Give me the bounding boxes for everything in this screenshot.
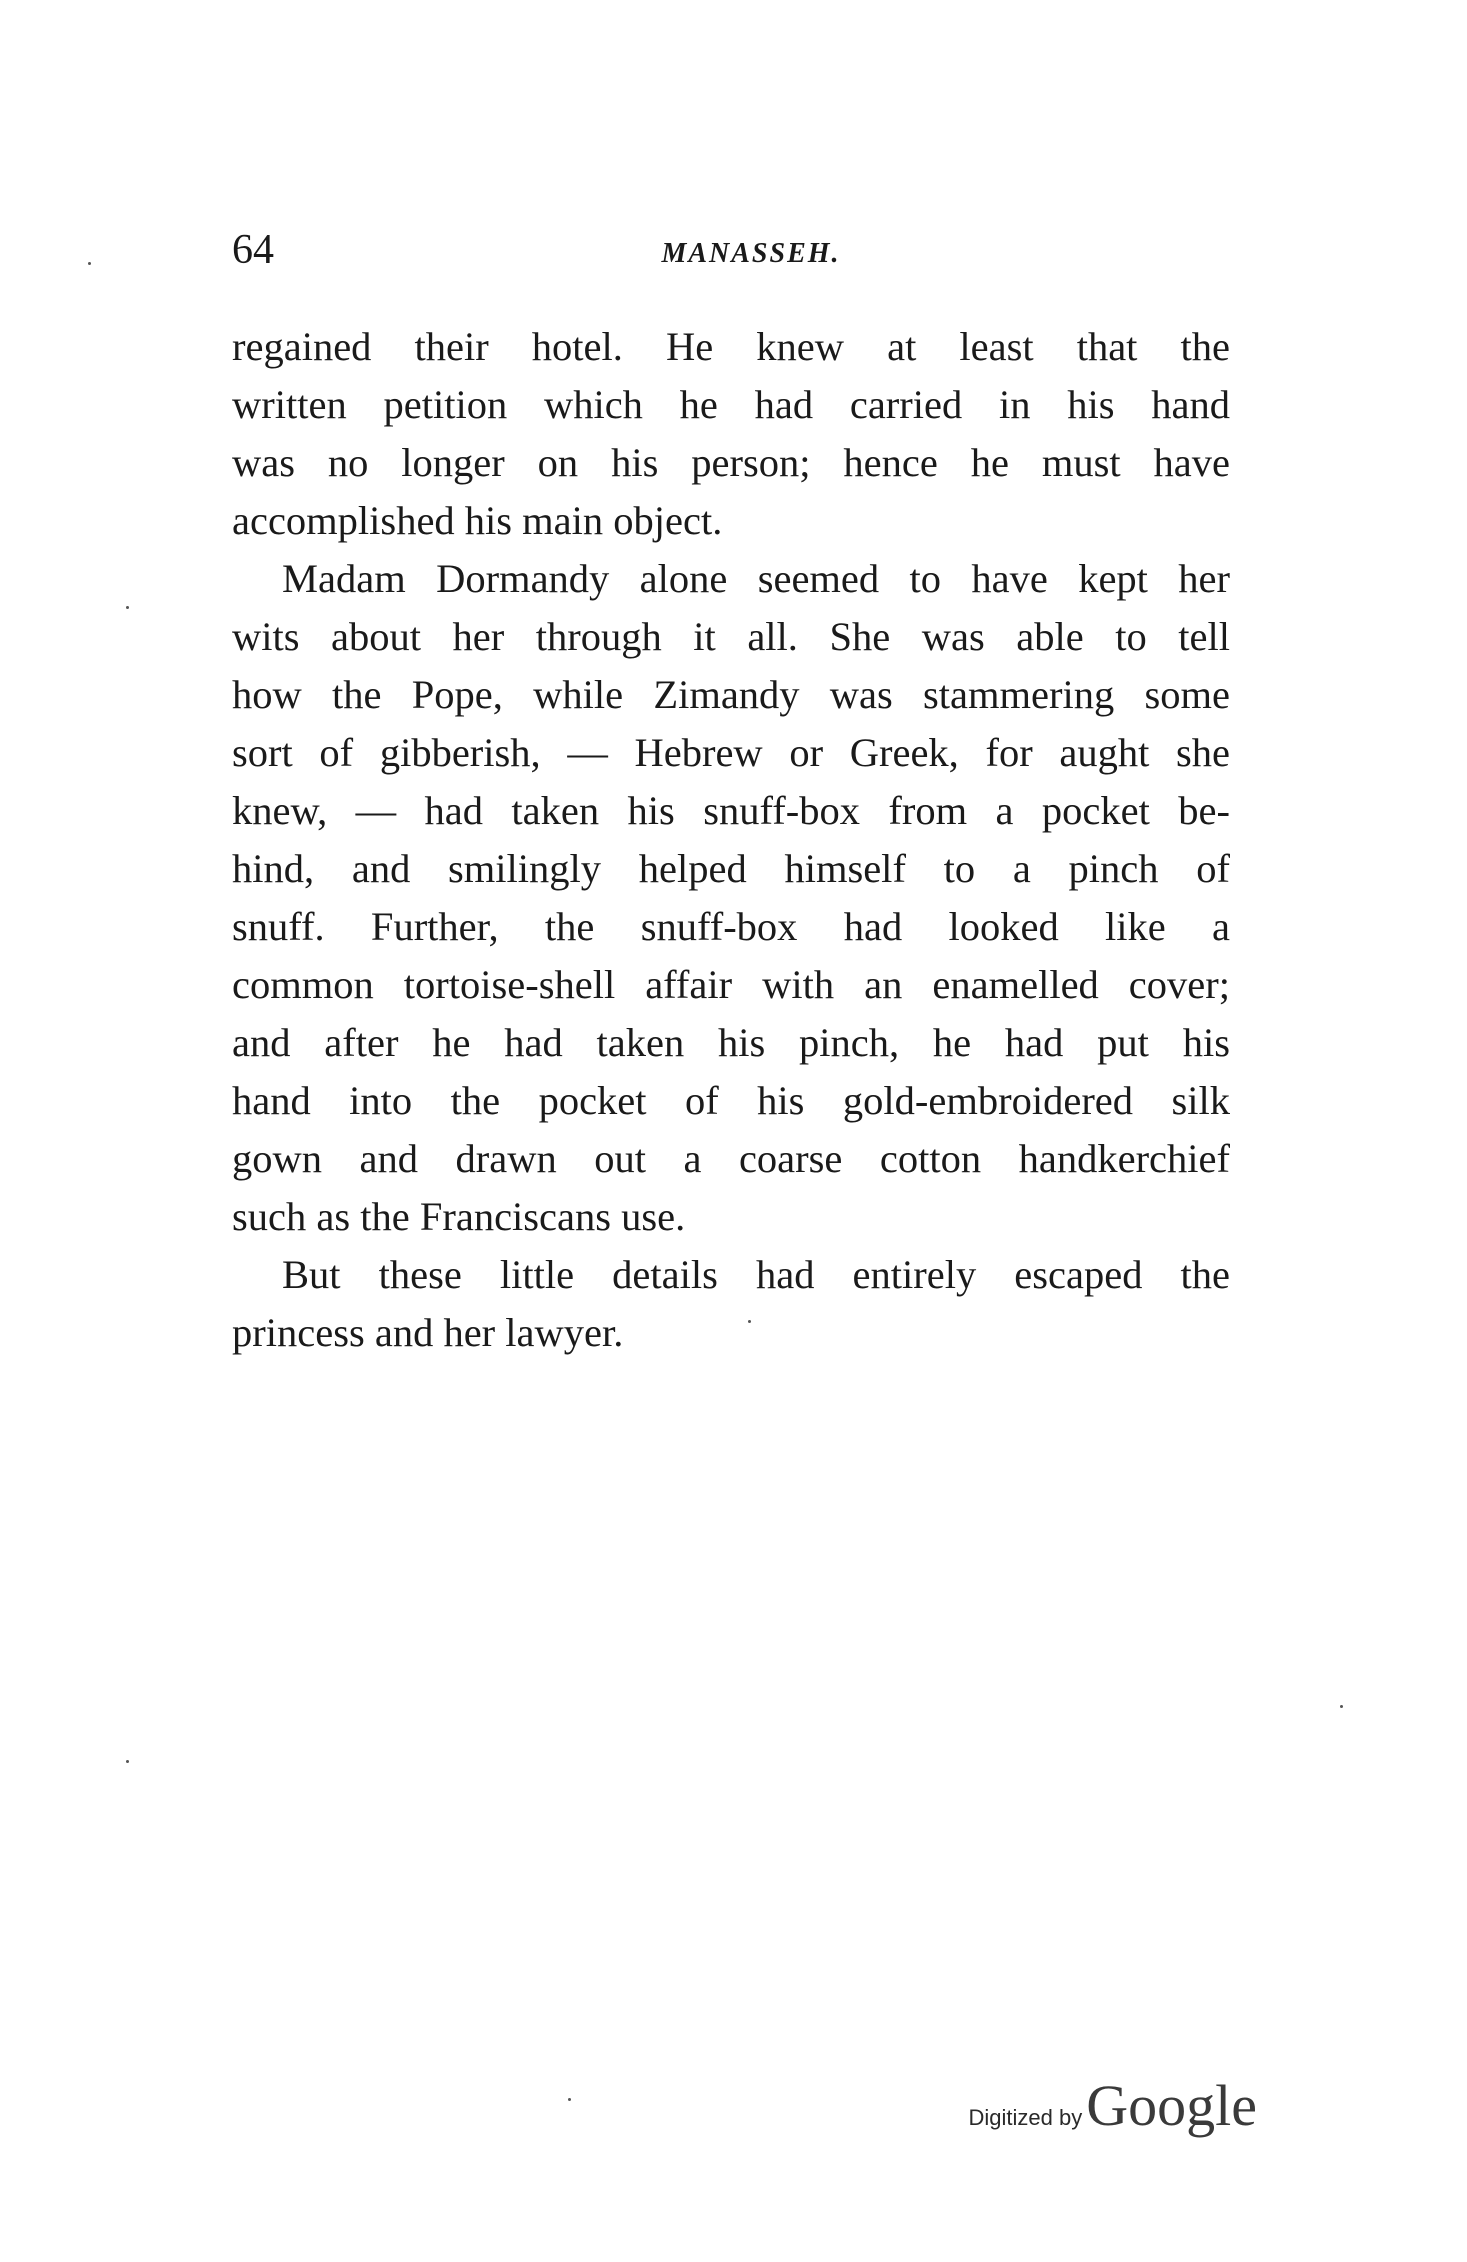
text-line: and after he had taken his pinch, he had put his (232, 1020, 1230, 1065)
digitized-by-google-stamp (969, 2072, 1257, 2142)
page-number: 64 (232, 227, 274, 273)
text-line: But these little details had entirely escaped the (282, 1252, 1230, 1297)
google-logo: Google (1086, 2073, 1257, 2138)
scan-speck (126, 1760, 129, 1763)
text-line: gown and drawn out a coarse cotton handkerchief (232, 1136, 1230, 1181)
text-line: princess and her lawyer. (232, 1310, 624, 1355)
scan-speck (126, 606, 129, 609)
digitized-label: Digitized by (968, 2105, 1083, 2130)
text-line: how the Pope, while Zimandy was stammering some (232, 672, 1230, 717)
text-line: snuff. Further, the snuff-box had looked like a (232, 904, 1230, 949)
scan-speck (568, 2098, 571, 2101)
running-head (232, 220, 1230, 280)
paragraph-2 (232, 550, 1230, 1246)
text-line: Madam Dormandy alone seemed to have kept her (282, 556, 1230, 601)
paragraph-1 (232, 318, 1230, 550)
text-line: wits about her through it all. She was able to tell (232, 614, 1230, 659)
text-line: written petition which he had carried in his hand (232, 382, 1230, 427)
text-line: was no longer on his person; hence he must have (232, 440, 1230, 485)
text-line: accomplished his main object. (232, 498, 723, 543)
text-line: common tortoise-shell affair with an enamelled cover; (232, 962, 1230, 1007)
text-line: sort of gibberish, — Hebrew or Greek, for aught she (232, 730, 1230, 775)
text-line: regained their hotel. He knew at least that the (232, 324, 1230, 369)
text-line: hand into the pocket of his gold-embroidered silk (232, 1078, 1230, 1123)
scan-speck (748, 1320, 751, 1323)
text-line: such as the Franciscans use. (232, 1194, 686, 1239)
scan-speck (88, 262, 91, 265)
running-title: MANASSEH. (661, 238, 841, 269)
scan-speck (1340, 1705, 1343, 1708)
paragraph-3 (232, 1246, 1230, 1362)
text-line: hind, and smilingly helped himself to a pinch of (232, 846, 1230, 891)
body-text (232, 318, 1230, 1362)
text-line: knew, — had taken his snuff-box from a pocket be- (232, 788, 1230, 833)
